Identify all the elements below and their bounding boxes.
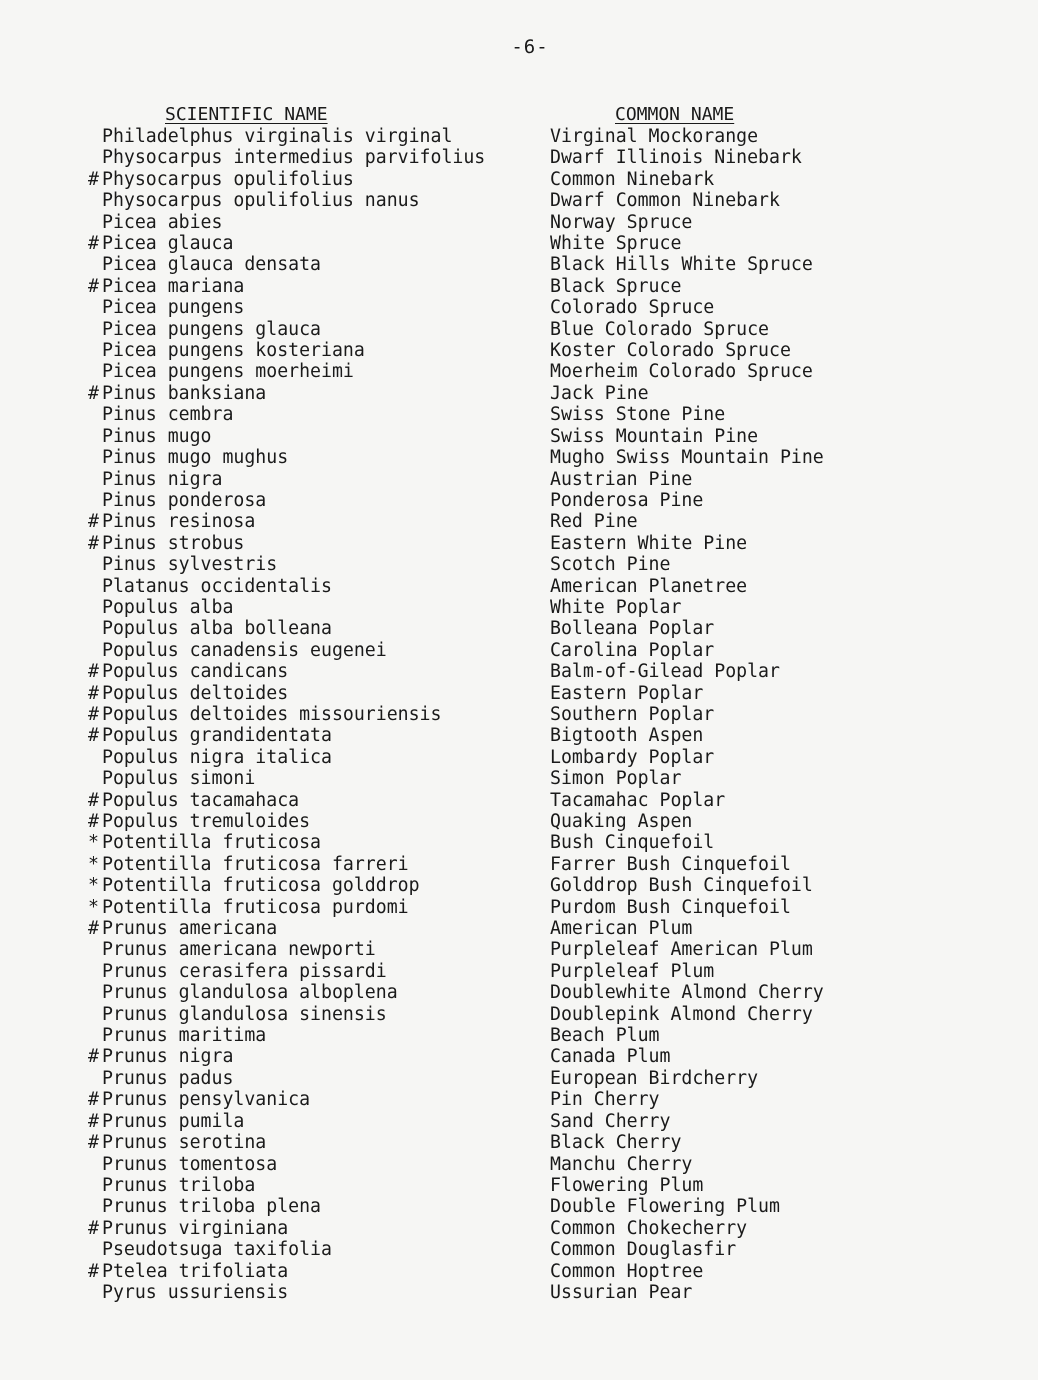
scientific-name: Populus grandidentata [102,725,332,747]
scientific-name: Potentilla fruticosa purdomi [102,896,409,918]
common-name: Quaking Aspen [550,811,693,832]
species-row [0,1046,1038,1067]
species-mark: # [88,1260,99,1282]
scientific-name: Platanus occidentalis [102,575,332,597]
scientific-name: Populus deltoides missouriensis [102,703,442,725]
common-name: Dwarf Illinois Ninebark [550,147,802,169]
scientific-name: Prunus americana [102,918,278,940]
common-name: Moerheim Colorado Spruce [550,361,813,383]
scientific-name: Prunus pensylvanica [102,1089,311,1111]
common-name: Blue Colorado Spruce [550,318,769,340]
common-name: Virginal Mockorange [550,126,759,147]
common-name: Red Pine [550,511,638,533]
species-row [0,233,1038,254]
species-row [0,469,1038,490]
common-name: Ponderosa Pine [550,489,704,511]
scientific-name: Pyrus ussuriensis [102,1281,289,1303]
common-name: Tacamahac Poplar [550,789,726,811]
species-mark: # [88,1089,99,1111]
species-mark: * [88,853,99,875]
common-name: Purpleleaf American Plum [550,939,813,961]
scientific-name: Prunus virginiana [102,1217,289,1239]
scientific-name: Prunus americana newporti [102,939,376,961]
species-row [0,725,1038,746]
scientific-name: Potentilla fruticosa farreri [102,853,409,875]
species-row [0,1132,1038,1153]
common-name: Swiss Mountain Pine [550,425,759,447]
common-name: Norway Spruce [550,211,693,233]
species-row [0,790,1038,811]
common-name: Canada Plum [550,1046,671,1068]
scientific-name: Pinus strobus [102,532,245,554]
species-row [0,811,1038,832]
scientific-name: Picea pungens [102,297,245,319]
species-row [0,447,1038,468]
scientific-name: Populus alba [102,596,234,618]
species-row [0,982,1038,1003]
common-name: Sand Cherry [550,1110,671,1132]
common-name: Manchu Cherry [550,1153,693,1175]
scientific-name: Populus nigra italica [102,746,332,768]
common-name: European Birdcherry [550,1067,759,1089]
common-name-header: COMMON NAME [615,104,735,125]
species-row [0,961,1038,982]
species-row [0,875,1038,896]
common-name: Simon Poplar [550,768,682,790]
species-mark: # [88,1110,99,1132]
species-row [0,1068,1038,1089]
scientific-name: Populus alba bolleana [102,618,332,640]
species-row [0,661,1038,682]
species-row [0,554,1038,575]
scientific-name: Picea mariana [102,275,245,297]
species-mark: # [88,532,99,554]
species-row [0,704,1038,725]
species-mark: # [88,511,99,533]
scientific-name: Picea pungens glauca [102,318,321,340]
species-row [0,768,1038,789]
species-mark: # [88,661,99,683]
species-row [0,276,1038,297]
species-mark: # [88,703,99,725]
common-name: Swiss Stone Pine [550,404,726,426]
species-mark: # [88,168,99,190]
species-row [0,918,1038,939]
scientific-name: Populus tremuloides [102,811,311,832]
scientific-name: Pinus sylvestris [102,554,278,576]
species-row [0,1175,1038,1196]
scientific-name: Populus simoni [102,768,256,790]
species-mark: # [88,275,99,297]
scientific-name: Ptelea trifoliata [102,1260,289,1282]
species-row [0,597,1038,618]
scientific-name: Physocarpus intermedius parvifolius [102,147,486,169]
common-name: Pin Cherry [550,1089,660,1111]
species-row [0,490,1038,511]
common-name: Mugho Swiss Mountain Pine [550,447,824,469]
scientific-name: Pinus banksiana [102,382,267,404]
common-name: Black Hills White Spruce [550,254,813,276]
species-row [0,1025,1038,1046]
common-name: Bigtooth Aspen [550,725,704,747]
scientific-name-header: SCIENTIFIC NAME [165,104,328,125]
species-row [0,212,1038,233]
species-mark: * [88,875,99,897]
scientific-name: Prunus glandulosa sinensis [102,1003,387,1025]
species-row [0,340,1038,361]
species-mark: # [88,1217,99,1239]
species-mark: * [88,832,99,854]
scientific-name: Picea abies [102,211,223,233]
species-row [0,897,1038,918]
common-name: Beach Plum [550,1025,660,1047]
species-row [0,1154,1038,1175]
common-name: Dwarf Common Ninebark [550,190,780,212]
scientific-name: Populus deltoides [102,682,289,704]
species-mark: # [88,682,99,704]
species-mark: # [88,789,99,811]
scientific-name: Prunus maritima [102,1025,267,1047]
common-name: Carolina Poplar [550,639,715,661]
scientific-name: Pinus mugo mughus [102,447,289,469]
species-row [0,254,1038,275]
common-name: Colorado Spruce [550,297,715,319]
common-name: Southern Poplar [550,703,715,725]
page-number: -6- [511,36,549,58]
species-row [0,361,1038,382]
common-name: Bush Cinquefoil [550,832,715,854]
species-row [0,618,1038,639]
scientific-name: Picea pungens moerheimi [102,361,354,383]
species-row [0,1261,1038,1282]
common-name: Ussurian Pear [550,1281,693,1303]
species-row [0,190,1038,211]
species-row [0,1111,1038,1132]
scientific-name: Prunus pumila [102,1110,245,1132]
species-mark: # [88,1132,99,1154]
common-name: White Spruce [550,233,682,255]
common-name: Doublepink Almond Cherry [550,1003,813,1025]
species-mark: # [88,233,99,255]
species-row [0,169,1038,190]
species-row [0,1004,1038,1025]
common-name: Black Cherry [550,1132,682,1154]
scientific-name: Prunus cerasifera pissardi [102,960,387,982]
common-name: Lombardy Poplar [550,746,715,768]
species-row [0,1218,1038,1239]
scientific-name: Philadelphus virginalis virginal [102,126,453,147]
scientific-name: Populus canadensis eugenei [102,639,387,661]
common-name: American Planetree [550,575,748,597]
scientific-name: Pinus resinosa [102,511,256,533]
species-mark: # [88,918,99,940]
scientific-name: Picea glauca [102,233,234,255]
species-row [0,640,1038,661]
species-row [0,533,1038,554]
species-row [0,1282,1038,1303]
scientific-name: Potentilla fruticosa golddrop [102,875,420,897]
scientific-name: Picea glauca densata [102,254,321,276]
scientific-name: Pseudotsuga taxifolia [102,1239,332,1261]
species-row [0,147,1038,168]
species-row [0,854,1038,875]
common-name: Black Spruce [550,275,682,297]
scientific-name: Physocarpus opulifolius nanus [102,190,420,212]
common-name: Purpleleaf Plum [550,960,715,982]
scientific-name: Prunus tomentosa [102,1153,278,1175]
species-row [0,426,1038,447]
common-name: Austrian Pine [550,468,693,490]
scientific-name: Prunus triloba [102,1174,256,1196]
species-row [0,511,1038,532]
scientific-name: Physocarpus opulifolius [102,168,354,190]
common-name: Common Chokecherry [550,1217,748,1239]
scientific-name: Prunus padus [102,1067,234,1089]
scientific-name: Prunus serotina [102,1132,267,1154]
common-name: Doublewhite Almond Cherry [550,982,824,1004]
species-row [0,1239,1038,1260]
common-name: Eastern Poplar [550,682,704,704]
scientific-name: Pinus cembra [102,404,234,426]
common-name: Farrer Bush Cinquefoil [550,853,791,875]
scientific-name: Prunus nigra [102,1046,234,1068]
common-name: Balm-of-Gilead Poplar [550,661,780,683]
scientific-name: Populus tacamahaca [102,789,300,811]
species-mark: # [88,811,99,832]
species-row [0,297,1038,318]
species-row [0,319,1038,340]
species-mark: # [88,382,99,404]
species-mark: # [88,1046,99,1068]
species-mark: * [88,896,99,918]
common-name: Double Flowering Plum [550,1196,780,1218]
common-name: Koster Colorado Spruce [550,340,791,362]
common-name: Flowering Plum [550,1174,704,1196]
species-row [0,576,1038,597]
scientific-name: Prunus triloba plena [102,1196,321,1218]
common-name: American Plum [550,918,693,940]
scientific-name: Pinus ponderosa [102,489,267,511]
common-name: Bolleana Poplar [550,618,715,640]
scientific-name: Pinus nigra [102,468,223,490]
common-name: White Poplar [550,596,682,618]
species-list [0,126,1038,1303]
species-row [0,404,1038,425]
species-row [0,126,1038,147]
scientific-name: Prunus glandulosa alboplena [102,982,398,1004]
common-name: Common Hoptree [550,1260,704,1282]
species-row [0,747,1038,768]
common-name: Golddrop Bush Cinquefoil [550,875,813,897]
common-name: Scotch Pine [550,554,671,576]
species-row [0,383,1038,404]
species-row [0,683,1038,704]
species-row [0,939,1038,960]
species-row [0,1196,1038,1217]
scientific-name: Picea pungens kosteriana [102,340,365,362]
species-row [0,1089,1038,1110]
common-name: Jack Pine [550,382,649,404]
common-name: Common Ninebark [550,168,715,190]
scientific-name: Potentilla fruticosa [102,832,321,854]
common-name: Eastern White Pine [550,532,748,554]
common-name: Purdom Bush Cinquefoil [550,896,791,918]
common-name: Common Douglasfir [550,1239,737,1261]
species-row [0,832,1038,853]
column-headers [0,104,1038,128]
species-mark: # [88,725,99,747]
scientific-name: Pinus mugo [102,425,212,447]
scientific-name: Populus candicans [102,661,289,683]
